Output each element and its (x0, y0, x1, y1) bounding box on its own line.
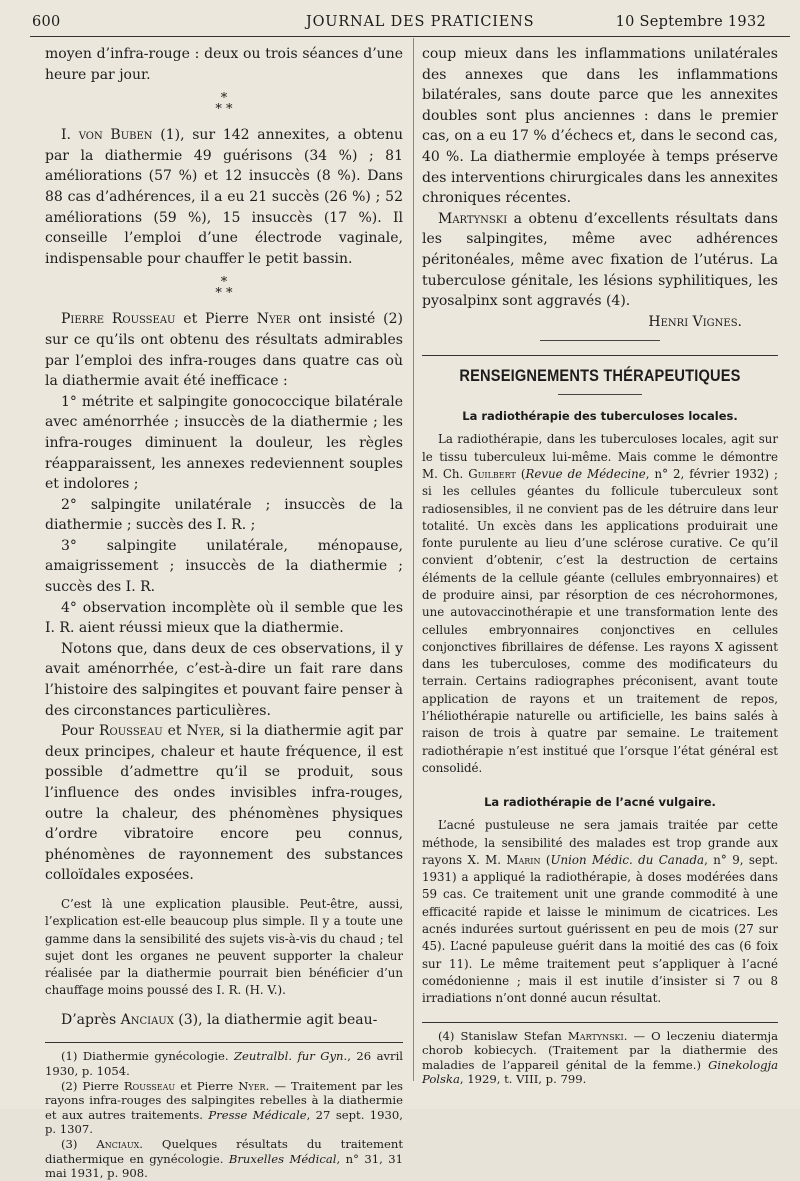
paragraph-martynski: Martynski a obtenu d’excellents résultats dans les salpingites, même avec adhérences péritonéales, même avec fixation de l’utérus. La tuberculose génitale, les lésions syphilitiques, les pyosalpinx sont aggravés (4). (422, 210, 778, 310)
footnote-rule (45, 1042, 403, 1043)
section-stars: * * * (215, 91, 233, 118)
left-column (45, 44, 403, 1181)
author-name: Guilbert (468, 466, 516, 481)
section-rule (540, 340, 660, 341)
case-2: 2° salpingite unilatérale ; insuccès de la diathermie ; succès des I. R. ; (45, 496, 403, 534)
author-name: Marin (506, 852, 541, 867)
author-name: Nyer (186, 723, 221, 740)
journal-title: JOURNAL DES PRATICIENS (306, 14, 535, 30)
author-name: I. von Buben (61, 127, 153, 144)
right-column (422, 44, 778, 1087)
issue-date: 10 Septembre 1932 (615, 14, 766, 30)
paragraph-radiotherapy-acne: L’acné pustuleuse ne sera jamais traitée par cette méthode, la sensibilité des malades est trop grande aux rayons X. M. Marin (Union Médic. du Canada, n° 9, sept. 1931) a appliqué la radiothérapie, à doses modérées dans 59 cas. Ce traitement unit une grande commodité à une efficacité rapide et laisse le minimum de cicatrices. Les acnés indurées surtout guérissent en peu de mois (27 sur 45). L’acné papuleuse guérit dans la moitié des cas (6 foix sur 11). Le même traitement peut s’appliquer à l’acné comédonienne ; mais il est inutile d’insister si 7 ou 8 irradiations n’ont donné aucun résultat. (422, 818, 778, 1006)
page-number: 600 (32, 14, 61, 30)
paragraph-continuation: coup mieux dans les inflammations unilatérales des annexes que dans les inflammations bilatérales, sans doute parce que les annexites doubles sont plus anciennes : dans le premier cas, on a eu 17 % d’échecs et, dans le second cas, 40 %. La diathermie employée à temps préserve des interventions chirurgicales dans les annexites chroniques récentes. (422, 46, 778, 207)
case-4: 4° observation incomplète où il semble que les I. R. aient réussi mieux que la diathermie. (45, 599, 403, 637)
subsection-title: La radiothérapie de l’acné vulgaire. (484, 795, 716, 810)
footnote-3: (3) Anciaux. Quelques résultats du traitement diathermique en gynécologie. Bruxelles Médical, n° 31, 31 mai 1931, p. 908. (45, 1136, 404, 1181)
paragraph-buben: I. von Buben (1), sur 142 annexites, a obtenu par la diathermie 49 guérisons (34 %) ; 81 améliorations (57 %) et 12 insuccès (8 %). Dans 88 cas d’adhérences, il a eu 21 succès (26 %) ; 52 améliorations (59 %), 15 insuccès (17 %). Il conseille l’emploi d’une électrode vaginale, indispensable pour chauffer le petit bassin. (45, 127, 403, 267)
paragraph-anciaux: D’après Anciaux (3), la diathermie agit beau- (61, 1011, 378, 1028)
author-name: Rousseau (98, 723, 163, 740)
section-top-rule (422, 355, 778, 356)
section-title: RENSEIGNEMENTS THÉRAPEUTIQUES (459, 366, 741, 386)
column-rule (413, 38, 414, 1081)
case-1: 1° métrite et salpingite gonococcique bilatérale avec aménorrhée ; insuccès de la diathermie ; les infra-rouges diminuent la douleur, les règles réapparaissent, les annexes redeviennent souples et indolores ; (45, 393, 403, 493)
subsection-title: La radiothérapie des tuberculoses locales. (462, 409, 738, 424)
section-stars: * * * (215, 275, 233, 302)
author-name: Anciaux (120, 1011, 174, 1028)
paragraph-notons: Notons que, dans deux de ces observations, il y avait aménorrhée, c’est-à-dire un fait rare dans l’histoire des salpingites et pouvant faire penser à des circonstances particulières. (45, 640, 403, 719)
footnote-4: (4) Stanislaw Stefan Martynski. — O leczeniu diatermja chorob kobiecych. (Traitement par la diathermie des maladies de l’appareil génital de la femme.) Ginekologja Polska, 1929, t. VIII, p. 799. (422, 1028, 778, 1087)
editor-comment: C’est là une explication plausible. Peut-être, aussi, l’explication est-elle beaucoup plus simple. Il y a toute une gamme dans la sensibilité des sujets vis-à-vis du chaud ; tel sujet dont les organes ne peuvent supporter la chaleur réalisée par la diathermie pourrait bien bénéficier d’un chauffage moins poussé des I. R. (H. V.). (45, 896, 403, 998)
author-name: Pierre Rousseau (61, 311, 176, 328)
author-signature: Henri Vignes. (648, 313, 742, 330)
footnote-1: (1) Diathermie gynécologie. Zeutralbl. fur Gyn., 26 avril 1930, p. 1054. (45, 1049, 404, 1078)
header-rule (30, 36, 790, 37)
title-underline (558, 394, 642, 395)
author-name: Martynski (438, 210, 508, 227)
paragraph-rousseau: Pierre Rousseau et Pierre Nyer ont insisté (2) sur ce qu’ils ont obtenu des résultats admirables par l’emploi des infra-rouges dans quatre cas où la diathermie avait été inefficace : (45, 311, 403, 390)
footnote-rule (422, 1022, 778, 1023)
case-3: 3° salpingite unilatérale, ménopause, amaigrissement ; insuccès de la diathermie ; succès des I. R. (45, 537, 403, 596)
footnote-2: (2) Pierre Rousseau et Pierre Nyer. — Traitement par les rayons infra-rouges des salpingites rebelles à la diathermie et aux autres traitements. Presse Médicale, 27 sept. 1930, p. 1307. (45, 1078, 403, 1137)
paragraph-radiotherapy-tb: La radiothérapie, dans les tuberculoses locales, agit sur le tissu tuberculeux lui-même. Mais comme le démontre M. Ch. Guilbert (Revue de Médecine, n° 2, février 1932) ; si les cellules géantes du follicule tuberculeux sont radiosensibles, il ne convient pas de les détruire dans leur totalité. Un excès dans les applications produirait une fonte purulente au lieu d’une sclérose curative. Ce qu’il convient d’obtenir, c’est la destruction de certains éléments de la cellule géante (cellules embryonnaires) et de produire ainsi, par résorption de ces nécrohormones, une autovaccinothérapie et une transformation lente des cellules embryonnaires conjonctives en cellules conjonctives fibrillaires de défense. Les rayons X agissent dans les tuberculoses, comme des modificateurs du terrain. Certains radiographes préconisent, avant toute application de rayons et un traitement de repos, l’héliothérapie naturelle ou artificielle, les bains salés à raison de trois à quatre par semaine. Le traitement radiothérapie n’est institué que l’orsque l’état général est consolidé. (422, 432, 779, 775)
author-name: Nyer (256, 311, 291, 328)
paragraph-pour: Pour Rousseau et Nyer, si la diathermie agit par deux principes, chaleur et haute fréquence, il est possible d’admettre qu’il se produit, sous l’influence des ondes invisibles infra-rouges, outre la chaleur, des phénomènes physiques d’ordre vibratoire encore peu connus, phénomènes de rayonnement des substances colloïdales exposées. (45, 723, 403, 884)
paragraph-continuation: moyen d’infra-rouge : deux ou trois séances d’une heure par jour. (45, 46, 403, 83)
